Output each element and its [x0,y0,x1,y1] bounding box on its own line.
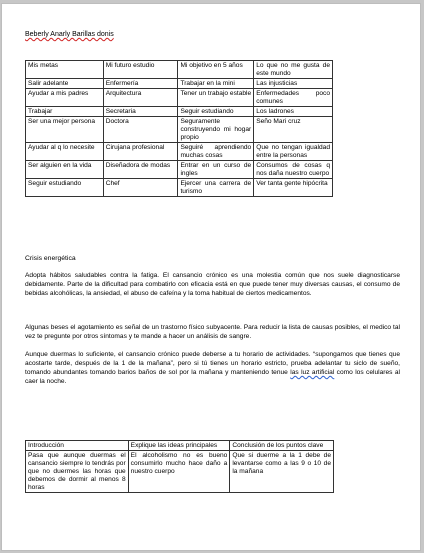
table-cell: Los ladrones [254,107,333,117]
header-cell: Lo que no me gusta de este mundo [254,61,333,79]
section-heading: Crisis energética [25,255,76,262]
header-cell: Conclusión de los puntos clave [230,441,334,451]
table-cell: Arquitectura [103,89,178,107]
table-cell: Seguir estudiando [178,107,254,117]
table-cell: Seguiré aprendiendo muchas cosas [178,143,254,161]
header-cell: Explique las ideas principales [128,441,230,451]
table-cell: Pasa que aunque duermas el cansancio siempre lo tendrás por que no duermes las horas que debemos de dormir al menos 8 horas [26,451,129,493]
table-cell: Seño Mari cruz [254,117,333,143]
table-row [26,117,333,143]
table-cell: Ayudar al q lo necesite [26,143,104,161]
table-row [26,179,333,197]
table-row [26,143,333,161]
table-cell: Seguramente construyendo mi hogar propio [178,117,254,143]
header-cell: Mi objetivo en 5 años [178,61,254,79]
paragraph-text: Aunque duermas lo suficiente, el cansancio crónico puede deberse a tu horario de actividades. “supongamos que tienes que acostarte tarde, después de la 1 de la mañana”, pero si tú tienes un horario estricto, prueba adelantar tu siclo de sueño, tomando abundantes tomando barios baños de sol por la mañana y manteniendo tenue [25,351,400,376]
table-cell: Ser alguien en la vida [26,161,104,179]
table-cell: Que no tengan igualdad entre la personas [254,143,333,161]
summary-table [25,440,334,493]
paragraph-text: como los celulares al caer la noche. [25,369,400,385]
table-header-row [26,61,333,79]
document-page [1,3,421,551]
table-row [26,161,333,179]
table-cell: Secretaria [103,107,178,117]
table-cell: Que si duerme a la 1 debe de levantarse como a las 9 o 10 de la mañana [230,451,334,493]
table-cell: Trabajar [26,107,104,117]
table-cell: Ver tanta gente hipócrita [254,179,333,197]
paragraph [25,350,400,386]
table-cell: Entrar en un curso de ingles [178,161,254,179]
table-cell: Enfermedades poco comunes [254,89,333,107]
table-cell: Doctora [103,117,178,143]
author-name: Beberly Anarly Barillas donis [25,31,114,38]
table-cell: Ejercer una carrera de turismo [178,179,254,197]
header-cell: Mi futuro estudio [103,61,178,79]
goals-table [25,60,333,197]
table-row [26,451,334,493]
table-cell: Tener un trabajo estable [178,89,254,107]
table-header-row [26,441,334,451]
paragraph: Algunas beses el agotamiento es señal de un trastorno físico subyacente. Para reducir la lista de causas posibles, el medico tal vez te pregunte por otros síntomas y te mande a hacer un análisis de sangre. [25,324,400,340]
table-cell: El alcoholismo no es bueno consumirlo mucho hace daño a nuestro cuerpo [128,451,230,493]
table-cell: Seguir estudiando [26,179,104,197]
table-row [26,89,333,107]
table-cell: Cirujana profesional [103,143,178,161]
table-cell: Ayudar a mis padres [26,89,104,107]
table-cell: Las injusticias [254,79,333,89]
table-cell: Diseñadora de modas [103,161,178,179]
header-cell: Mis metas [26,61,104,79]
table-cell: Consumos de cosas q nos daña nuestro cuerpo [254,161,333,179]
table-cell: Enfermería [103,79,178,89]
table-cell: Salir adelante [26,79,104,89]
spellcheck-underlined-text: las luz artificial [290,369,335,376]
table-cell: Ser una mejor persona [26,117,104,143]
header-cell: Introducción [26,441,129,451]
table-cell: Chef [103,179,178,197]
table-row [26,107,333,117]
paragraph: Adopta hábitos saludables contra la fatiga. El cansancio crónico es una molestia común que nos suele diagnosticarse debidamente. Parte de la dificultad para combatirlo con eficacia está en que puede tener muy diversas causas, el consumo de bebidas alcohólicas, la ansiedad, el abuso de cafeína y la toma habitual de ciertos medicamentos. [25,272,400,297]
table-row [26,79,333,89]
table-cell: Trabajar en la mini [178,79,254,89]
